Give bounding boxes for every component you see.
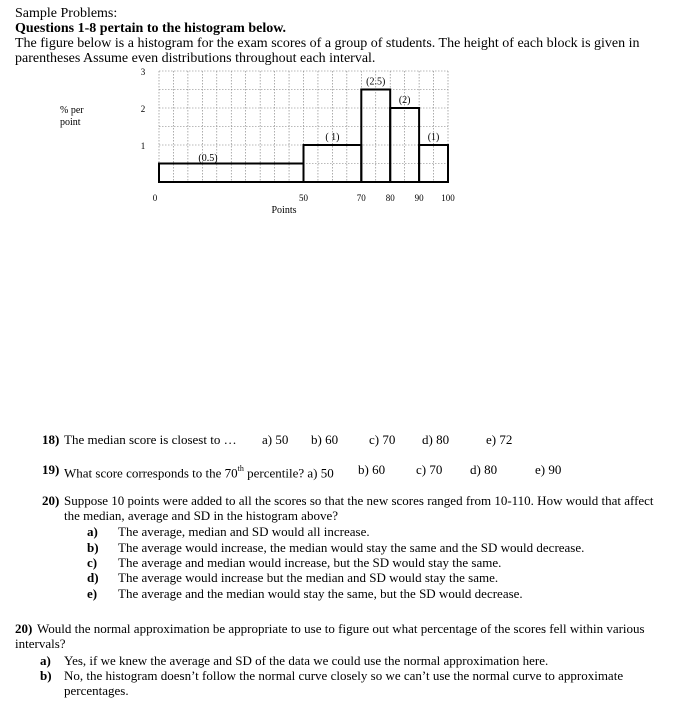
x-tick-label: 80: [385, 193, 395, 203]
q19-superscript: th: [237, 464, 244, 473]
x-tick-label: 100: [441, 193, 455, 203]
q18-number: 18): [42, 432, 60, 447]
q18-option-b[interactable]: b) 60: [311, 432, 339, 447]
bar-label: ( 1): [325, 132, 340, 143]
q20a-line-2: the median, average and SD in the histogram above?: [64, 508, 338, 523]
q20b-line-2: intervals?: [15, 636, 66, 651]
q19-number: 19): [42, 462, 60, 477]
x-tick-label: 50: [299, 193, 308, 203]
intro-line-2: parentheses Assume even distributions throughout each interval.: [15, 51, 376, 66]
x-tick-label: 0: [152, 193, 158, 203]
q20b-option-b-continuation: percentages.: [64, 683, 129, 698]
bar-label: (1): [427, 132, 440, 143]
y-axis-label: % per: [60, 105, 84, 116]
bar-label: (0.5): [198, 153, 218, 164]
q19-option-d[interactable]: d) 80: [470, 462, 498, 477]
q18-text: The median score is closest to …: [64, 432, 237, 447]
q20a-number: 20): [42, 493, 60, 508]
bar-label: (2.5): [366, 76, 386, 88]
q18-option-e[interactable]: e) 72: [486, 432, 513, 447]
q20b-number: 20): [15, 621, 33, 636]
bar-label: (2): [398, 95, 411, 106]
q19-text: What score corresponds to the 70th percentile? a) 50: [64, 464, 334, 481]
q20b-line-1: Would the normal approximation be appropriate to use to figure out what percentage of the scores fell within various: [37, 621, 645, 636]
chart-labels: [60, 67, 455, 216]
y-axis-label: point: [60, 117, 81, 128]
y-tick-label: 1: [140, 141, 146, 151]
y-tick-label: 2: [140, 104, 146, 114]
page-title: Sample Problems:: [15, 6, 118, 21]
q18-option-d[interactable]: d) 80: [422, 432, 450, 447]
x-tick-label: 70: [356, 193, 366, 203]
intro-line-1: The figure below is a histogram for the exam scores of a group of students. The height of each block is given in: [15, 36, 640, 51]
x-axis-label: Points: [271, 205, 297, 216]
questions-heading: Questions 1-8 pertain to the histogram below.: [15, 21, 287, 36]
y-tick-label: 3: [140, 67, 146, 77]
q18-option-c[interactable]: c) 70: [369, 432, 396, 447]
q18-option-a[interactable]: a) 50: [262, 432, 289, 447]
q19-option-b[interactable]: b) 60: [358, 462, 386, 477]
q19-option-c[interactable]: c) 70: [416, 462, 443, 477]
histogram-chart: [0, 0, 699, 230]
x-tick-label: 90: [414, 193, 424, 203]
q19-option-e[interactable]: e) 90: [535, 462, 562, 477]
q20a-line-1: Suppose 10 points were added to all the scores so that the new scores ranged from 10-110. How would that affect: [64, 493, 654, 508]
